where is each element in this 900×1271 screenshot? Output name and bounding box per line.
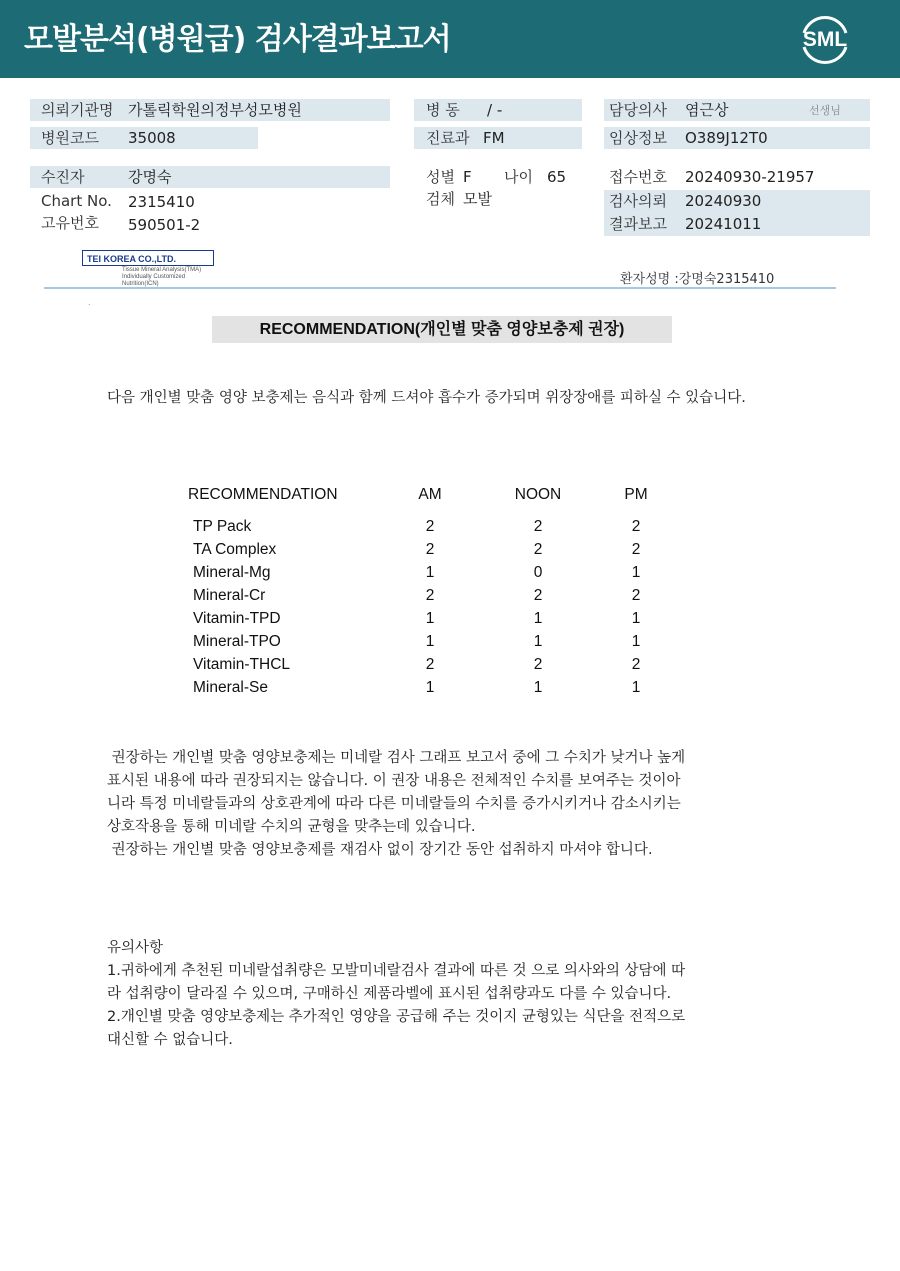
caution-title: 유의사항 bbox=[107, 940, 164, 956]
row-noon: 1 bbox=[533, 633, 543, 650]
row-pm: 1 bbox=[631, 633, 641, 650]
row-am: 2 bbox=[425, 656, 435, 673]
divider-line bbox=[44, 287, 836, 289]
caution-section bbox=[107, 937, 777, 1052]
table-row bbox=[188, 631, 688, 654]
table-header bbox=[188, 484, 688, 516]
chart-no-label: Chart No. bbox=[41, 192, 112, 210]
row-name: TP Pack bbox=[193, 518, 252, 535]
table-row bbox=[188, 677, 688, 700]
row-noon: 2 bbox=[533, 587, 543, 604]
sml-logo bbox=[796, 11, 854, 69]
recommendation-table bbox=[188, 484, 688, 700]
row-am: 1 bbox=[425, 679, 435, 696]
row-pm: 1 bbox=[631, 610, 641, 627]
tei-logo-text: TEI KOREA CO.,LTD. bbox=[82, 250, 214, 266]
header-noon: NOON bbox=[514, 486, 562, 503]
tei-logo-subtitle bbox=[122, 267, 222, 288]
receipt-no-label: 접수번호 bbox=[609, 168, 667, 186]
row-name: Mineral-Se bbox=[193, 679, 268, 696]
intro-paragraph: 다음 개인별 맞춤 영양 보충제는 음식과 함께 드셔야 흡수가 증가되며 위장장애를 피하실 수 있습니다. bbox=[107, 390, 746, 406]
receipt-no-value: 20240930-21957 bbox=[685, 168, 815, 186]
row-pm: 2 bbox=[631, 518, 641, 535]
row-am: 1 bbox=[425, 564, 435, 581]
row-pm: 1 bbox=[631, 679, 641, 696]
patient-label: 수진자 bbox=[41, 168, 85, 186]
request-date-value: 20240930 bbox=[685, 192, 762, 210]
row-am: 2 bbox=[425, 518, 435, 535]
row-pm: 1 bbox=[631, 564, 641, 581]
institution-value: 가톨릭학원의정부성모병원 bbox=[128, 101, 302, 119]
row-pm: 2 bbox=[631, 541, 641, 558]
section-title: RECOMMENDATION(개인별 맞춤 영양보충제 권장) bbox=[212, 316, 672, 343]
doctor-value: 염근상 bbox=[685, 101, 729, 119]
doctor-suffix: 선생님 bbox=[809, 104, 841, 117]
chart-no-value: 2315410 bbox=[128, 193, 195, 211]
sex-label: 성별 bbox=[426, 168, 455, 186]
age-label: 나이 bbox=[504, 168, 533, 186]
report-title: 모발분석(병원급) 검사결과보고서 bbox=[24, 22, 451, 57]
header-am: AM bbox=[418, 486, 442, 503]
row-pm: 2 bbox=[631, 587, 641, 604]
department-value: FM bbox=[483, 129, 505, 147]
notes-paragraph bbox=[107, 747, 777, 862]
table-row bbox=[188, 608, 688, 631]
notes-line: 니라 특정 미네랄들과의 상호관계에 따라 다른 미네랄들의 수치를 증가시키거나 감소시키는 bbox=[107, 796, 681, 812]
caution-line: 대신할 수 없습니다. bbox=[107, 1032, 233, 1048]
notes-line: 권장하는 개인별 맞춤 영양보충제는 미네랄 검사 그래프 보고서 중에 그 수치가 낮거나 높게 bbox=[107, 750, 686, 766]
ward-value: / - bbox=[487, 101, 503, 119]
caution-line: 라 섭취량이 달라질 수 있으며, 구매하신 제품라벨에 표시된 섭취량과도 다를 수 있습니다. bbox=[107, 986, 672, 1002]
tei-logo bbox=[82, 250, 222, 287]
ward-label: 병 동 bbox=[426, 101, 460, 119]
row-noon: 0 bbox=[533, 564, 543, 581]
logo-text: SML bbox=[802, 28, 848, 51]
row-name: Mineral-Mg bbox=[193, 564, 271, 581]
specimen-value: 모발 bbox=[463, 190, 492, 208]
tei-logo-sub1: Tissue Mineral Analysis(TMA) bbox=[122, 267, 202, 273]
table-row bbox=[188, 516, 688, 539]
table-row bbox=[188, 585, 688, 608]
report-date-label: 결과보고 bbox=[609, 215, 667, 233]
row-name: Vitamin-THCL bbox=[193, 656, 291, 673]
row-name: Mineral-Cr bbox=[193, 587, 266, 604]
header-pm: PM bbox=[624, 486, 648, 503]
notes-line: 상호작용을 통해 미네랄 수치의 균형을 맞추는데 있습니다. bbox=[107, 819, 476, 835]
row-pm: 2 bbox=[631, 656, 641, 673]
row-am: 2 bbox=[425, 541, 435, 558]
row-name: TA Complex bbox=[193, 541, 277, 558]
notes-line: 표시된 내용에 따라 권장되지는 않습니다. 이 권장 내용은 전체적인 수치를 보여주는 것이아 bbox=[107, 773, 681, 789]
clinical-info-label: 임상정보 bbox=[609, 129, 667, 147]
row-name: Vitamin-TPD bbox=[193, 610, 281, 627]
unique-no-value: 590501-2 bbox=[128, 216, 201, 234]
hospital-code-label: 병원코드 bbox=[41, 129, 99, 147]
row-am: 1 bbox=[425, 610, 435, 627]
row-am: 1 bbox=[425, 633, 435, 650]
row-noon: 2 bbox=[533, 656, 543, 673]
row-noon: 2 bbox=[533, 518, 543, 535]
notes-line: 권장하는 개인별 맞춤 영양보충제를 재검사 없이 장기간 동안 섭취하지 마셔야 합니다. bbox=[107, 842, 653, 858]
sex-value: F bbox=[463, 168, 472, 186]
row-name: Mineral-TPO bbox=[193, 633, 281, 650]
row-noon: 1 bbox=[533, 610, 543, 627]
doctor-label: 담당의사 bbox=[609, 101, 667, 119]
unique-no-label: 고유번호 bbox=[41, 214, 99, 232]
tei-logo-sub2: Individually Customized Nutrition(ICN) bbox=[122, 274, 186, 287]
row-am: 2 bbox=[425, 587, 435, 604]
caution-line: 1.귀하에게 추천된 미네랄섭취량은 모발미네랄검사 결과에 따른 것 으로 의사와의 상담에 따 bbox=[107, 963, 686, 979]
table-row bbox=[188, 654, 688, 677]
institution-label: 의뢰기관명 bbox=[41, 101, 114, 119]
caution-line: 2.개인별 맞춤 영양보충제는 추가적인 영양을 공급해 주는 것이지 균형있는 식단을 전적으로 bbox=[107, 1009, 686, 1025]
patient-value: 강명숙 bbox=[128, 168, 172, 186]
table-row bbox=[188, 562, 688, 585]
table-row bbox=[188, 539, 688, 562]
clinical-info-value: O389J12T0 bbox=[685, 129, 768, 147]
age-value: 65 bbox=[547, 168, 567, 186]
row-noon: 1 bbox=[533, 679, 543, 696]
hospital-code-value: 35008 bbox=[128, 129, 176, 147]
dot-mark: . bbox=[88, 298, 91, 307]
row-noon: 2 bbox=[533, 541, 543, 558]
header-recommendation: RECOMMENDATION bbox=[188, 486, 338, 503]
specimen-label: 검체 bbox=[426, 190, 455, 208]
report-header bbox=[0, 0, 900, 78]
report-date-value: 20241011 bbox=[685, 215, 762, 233]
department-label: 진료과 bbox=[426, 129, 470, 147]
patient-name-line: 환자성명 :강명숙2315410 bbox=[620, 272, 775, 287]
request-date-label: 검사의뢰 bbox=[609, 192, 667, 210]
